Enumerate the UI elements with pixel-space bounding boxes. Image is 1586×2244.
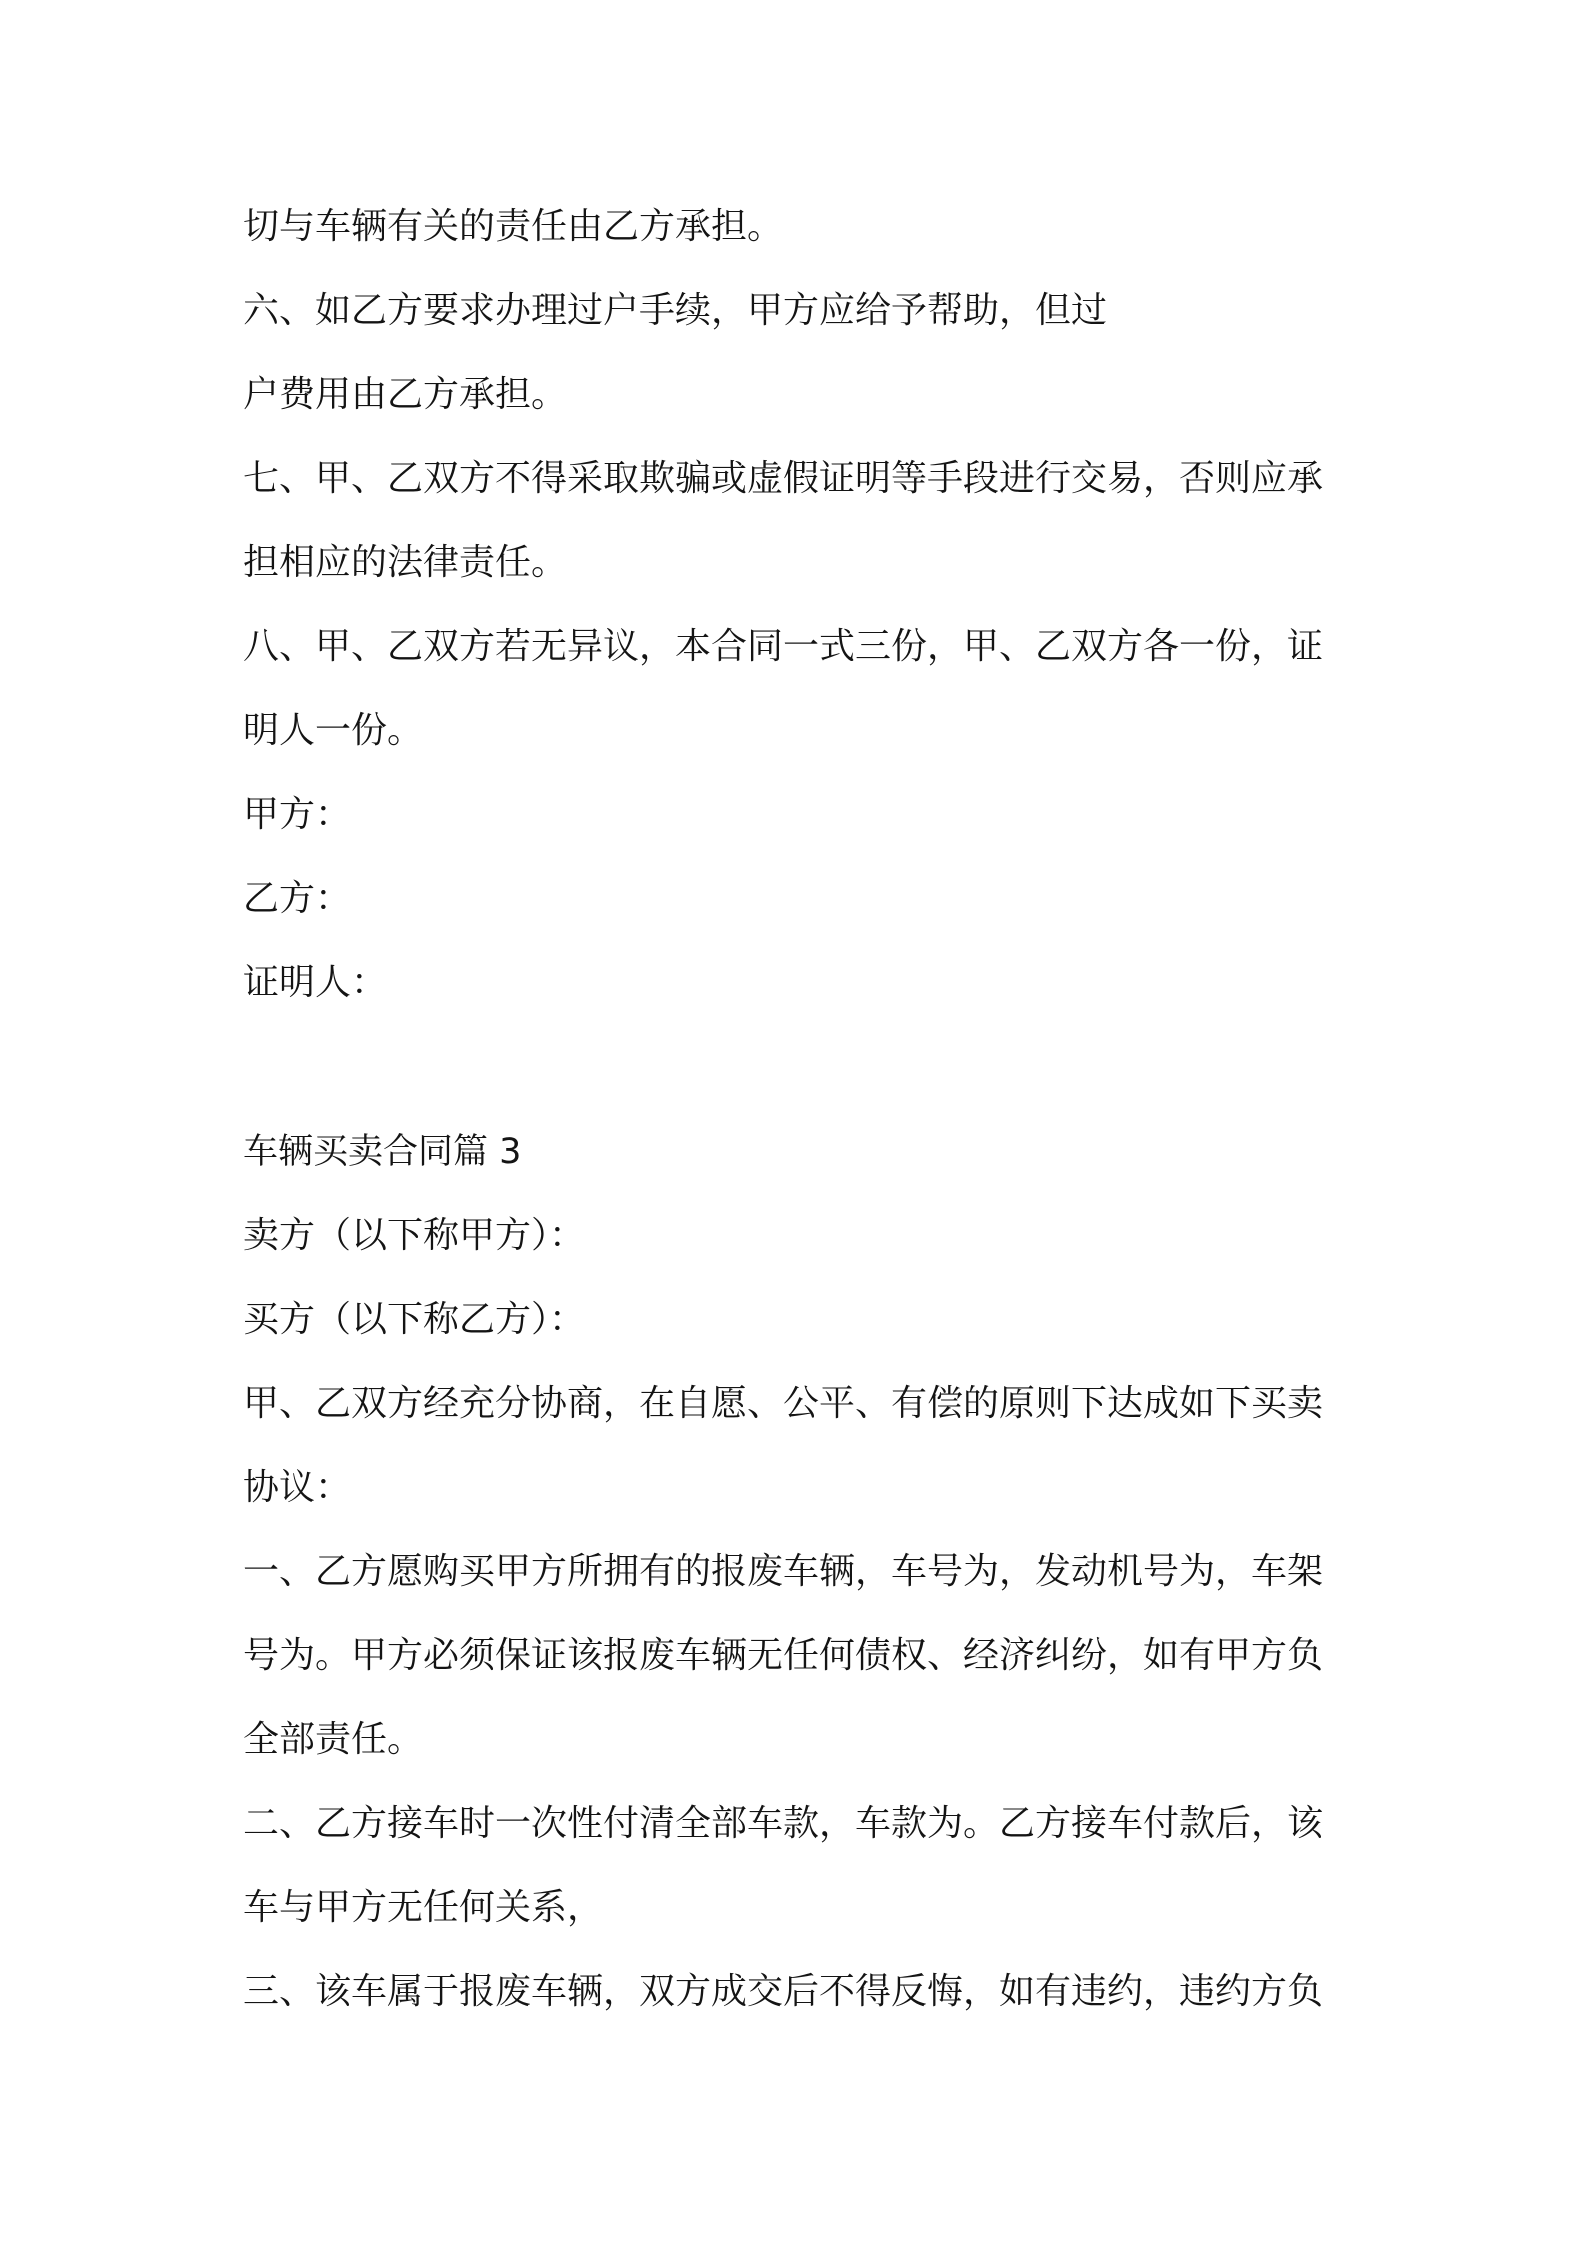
text-line: 担相应的法律责任。 (243, 542, 568, 583)
signature-label-party-a: 甲方： (243, 794, 352, 835)
text-line: 协议： (243, 1467, 352, 1508)
text-line: 切与车辆有关的责任由乙方承担。 (243, 206, 784, 247)
text-line: 明人一份。 (243, 710, 424, 751)
text-line: 七、甲、乙双方不得采取欺骗或虚假证明等手段进行交易，否则应承 (243, 458, 1324, 499)
text-line: 甲、乙双方经充分协商，在自愿、公平、有偿的原则下达成如下买卖 (243, 1383, 1324, 1424)
text-line: 八、甲、乙双方若无异议，本合同一式三份，甲、乙双方各一份，证 (243, 626, 1324, 667)
section-heading: 车辆买卖合同篇 3 (243, 1132, 522, 1172)
text-line: 买方（以下称乙方）： (243, 1299, 586, 1340)
text-line: 全部责任。 (243, 1719, 424, 1760)
text-line: 六、如乙方要求办理过户手续，甲方应给予帮助，但过 (243, 290, 1108, 331)
text-line: 二、乙方接车时一次性付清全部车款，车款为。乙方接车付款后，该 (243, 1803, 1324, 1844)
text-line: 卖方（以下称甲方）： (243, 1215, 586, 1256)
text-line: 一、乙方愿购买甲方所拥有的报废车辆，车号为，发动机号为，车架 (243, 1551, 1324, 1592)
text-line: 三、该车属于报废车辆，双方成交后不得反悔，如有违约，违约方负 (243, 1971, 1324, 2012)
text-line: 车与甲方无任何关系， (243, 1887, 604, 1928)
text-line: 户费用由乙方承担。 (243, 374, 568, 415)
text-line: 号为。甲方必须保证该报废车辆无任何债权、经济纠纷，如有甲方负 (243, 1635, 1324, 1676)
signature-label-witness: 证明人： (243, 962, 388, 1003)
signature-label-party-b: 乙方： (243, 878, 352, 919)
